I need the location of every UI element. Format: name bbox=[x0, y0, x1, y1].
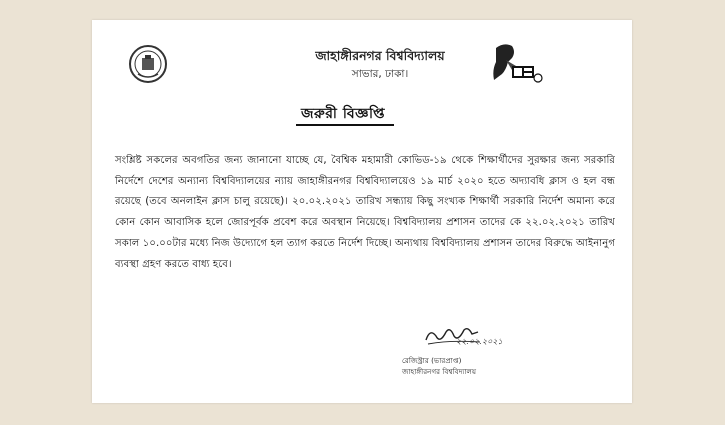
mujib-borsho-emblem-icon bbox=[486, 40, 546, 88]
signatory-institution: জাহাঙ্গীরনগর বিশ্ববিদ্যালয় bbox=[402, 366, 477, 376]
notice-title: জরুরী বিজ্ঞপ্তি bbox=[300, 106, 386, 122]
university-name: জাহাঙ্গীরনগর বিশ্ববিদ্যালয় bbox=[315, 48, 445, 63]
signature-date: ২২.০২.২০২১ bbox=[456, 337, 503, 346]
university-seal-icon bbox=[128, 44, 168, 84]
title-underline bbox=[296, 124, 394, 126]
signatory-block bbox=[402, 356, 522, 377]
university-address: সাভার, ঢাকা। bbox=[351, 68, 409, 80]
signatory-designation: রেজিস্ট্রার (ভারপ্রাপ্ত) bbox=[402, 356, 462, 365]
notice-body: সংশ্লিষ্ট সকলের অবগতির জন্য জানানো যাচ্ছে যে, বৈশ্বিক মহামারী কোভিড-১৯ থেকে শিক্ষার্থীদের সুরক্ষার জন্য সরকারি নির্দেশে দেশের অন্যান্য বিশ্ববিদ্যালয়ের ন্যায় জাহাঙ্গীরনগর বিশ্ববিদ্যালয়েও ১৯ মার্চ ২০২০ হতে অদ্যাবধি ক্লাস ও হল বন্ধ রয়েছে (তবে অনলাইন ক্লাস চালু রয়েছে)। ২০.০২.২০২১ তারিখ সন্ধ্যায় কিছু সংখ্যক শিক্ষার্থী সরকারি নির্দেশ অমান্য করে কোন কোন আবাসিক হলে জোরপূর্বক প্রবেশ করে অবস্থান নিয়েছে। বিশ্ববিদ্যালয় প্রশাসন তাদের কে ২২.০২.২০২১ তারিখ সকাল ১০.০০টার মধ্যে নিজ উদ্যোগে হল ত্যাগ করতে নির্দেশ দিচ্ছে। অন্যথায় বিশ্ববিদ্যালয় প্রশাসন তাদের বিরুদ্ধে আইনানুগ ব্যবস্থা গ্রহণ করতে বাধ্য হবে। bbox=[115, 155, 615, 270]
